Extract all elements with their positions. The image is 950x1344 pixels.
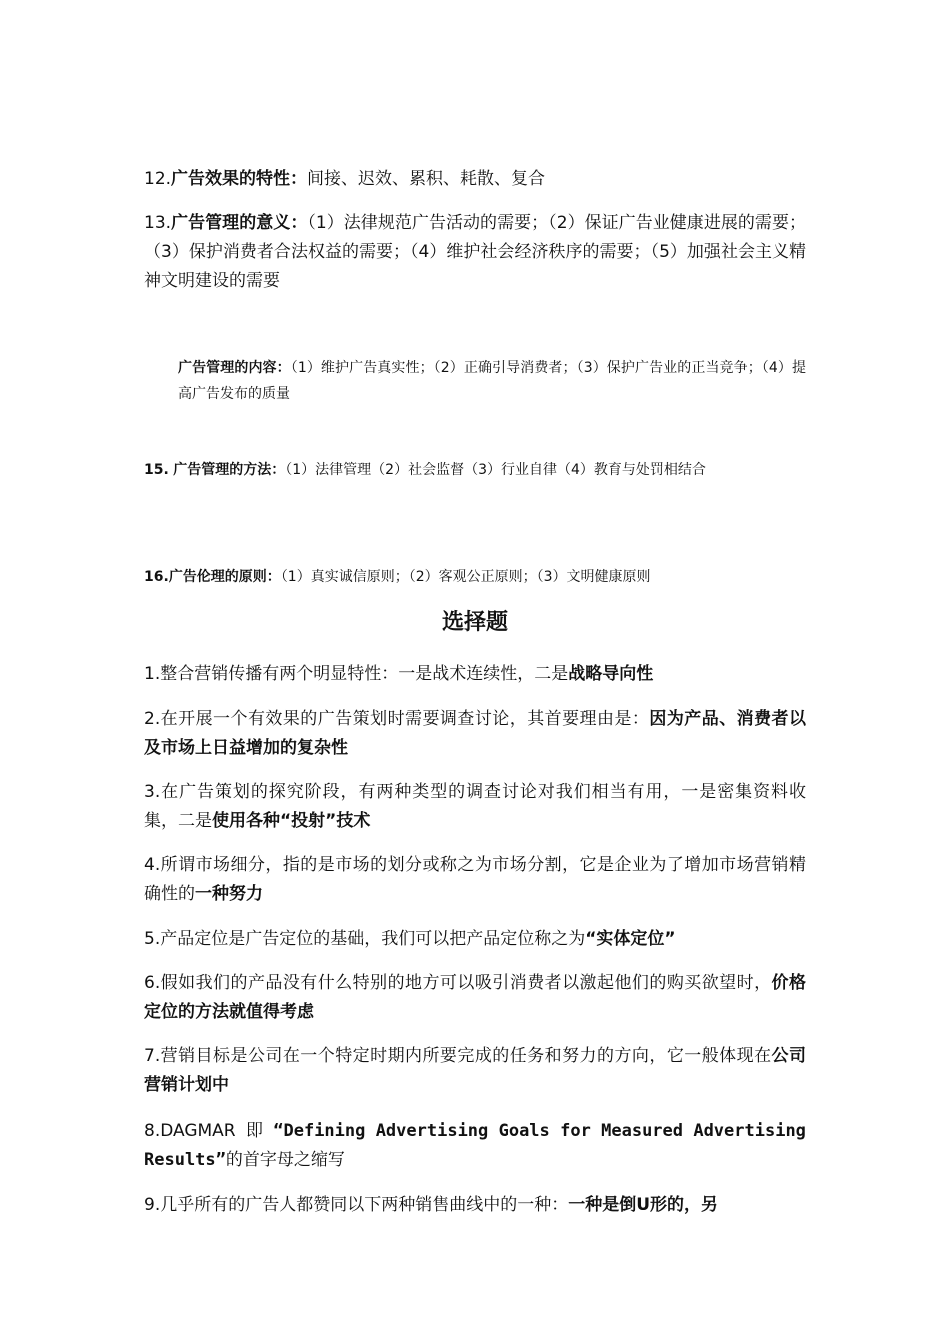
note-colon: ： xyxy=(290,169,308,189)
question-8-line-1 xyxy=(144,1117,806,1146)
question-answer: “实体定位” xyxy=(585,929,676,949)
question-answer-word: “Defining xyxy=(273,1121,366,1141)
question-text: 即 xyxy=(245,1121,263,1141)
question-8-line-2 xyxy=(144,1146,806,1175)
question-text: 5.产品定位是广告定位的基础，我们可以把产品定位称之为 xyxy=(144,929,586,949)
question-7 xyxy=(144,1042,806,1100)
item-number: 16. xyxy=(144,569,169,585)
note-label: 广告管理的意义： xyxy=(171,213,308,233)
question-answer: 因为产品、消费者以及市场上日益增加的复杂性 xyxy=(144,709,807,758)
note-text: （1）法律管理（2）社会监督（3）行业自律（4）教育与处罚相结合 xyxy=(285,462,706,478)
note-15 xyxy=(144,457,806,483)
question-answer: 使用各种“投射”技术 xyxy=(212,811,371,831)
section-title: 选择题 xyxy=(441,609,508,635)
question-answer-word: for xyxy=(560,1121,591,1141)
question-answer: 战略导向性 xyxy=(568,664,654,684)
question-text: 1.整合营销传播有两个明显特性：一是战术连续性，二是 xyxy=(144,664,569,684)
question-answer: 公司营销计划中 xyxy=(144,1046,807,1095)
question-2 xyxy=(144,705,806,763)
question-1 xyxy=(144,660,806,689)
question-text: 7.营销目标是公司在一个特定时期内所要完成的任务和努力的方向，它一般体现在 xyxy=(144,1046,772,1066)
question-5 xyxy=(144,925,806,954)
note-12 xyxy=(144,165,806,194)
question-3 xyxy=(144,778,806,836)
note-13 xyxy=(144,209,806,296)
question-9 xyxy=(144,1191,806,1220)
item-number: 13. xyxy=(144,213,172,233)
note-text: （1）法律规范广告活动的需要；（2）保证广告业健康进展的需要；（3）保护消费者合法权益的需要；（4）维护社会经济秩序的需要；（5）加强社会主义精神文明建设的需要 xyxy=(144,213,806,291)
question-4 xyxy=(144,851,806,909)
note-label: 广告伦理的原则： xyxy=(168,569,281,585)
question-8 xyxy=(144,1117,806,1175)
question-answer-word: Advertising xyxy=(693,1121,806,1141)
question-answer: 价格定位的方法就值得考虑 xyxy=(144,973,807,1022)
note-text: （1）真实诚信原则；（2）客观公正原则；（3）文明健康原则 xyxy=(280,569,651,585)
note-text: （1）维护广告真实性；（2）正确引导消费者；（3）保护广告业的正当竞争；（4）提高广告发布的质量 xyxy=(178,360,806,402)
item-number: 12. xyxy=(144,169,172,189)
question-answer: 一种努力 xyxy=(195,884,263,904)
question-text: 3.在广告策划的探究阶段，有两种类型的调查讨论对我们相当有用，一是密集资料收集，二是 xyxy=(144,782,806,831)
question-answer-word: Results” xyxy=(144,1150,226,1170)
note-16 xyxy=(144,564,806,590)
question-text: 的首字母之缩写 xyxy=(225,1150,345,1170)
note-label: 广告效果的特性 xyxy=(171,169,291,189)
question-text: 2.在开展一个有效果的广告策划时需要调查讨论，其首要理由是： xyxy=(144,709,650,729)
note-text: 间接、迟效、累积、耗散、复合 xyxy=(307,169,546,189)
question-answer-word: Advertising xyxy=(375,1121,489,1141)
question-text: 6.假如我们的产品没有什么特别的地方可以吸引消费者以激起他们的购买欲望时， xyxy=(144,973,772,993)
note-14 xyxy=(144,355,806,407)
question-text: 8.DAGMAR xyxy=(144,1121,236,1141)
question-6 xyxy=(144,969,806,1027)
question-answer-word: Goals xyxy=(498,1121,550,1141)
question-answer: 一种是倒U形的，另 xyxy=(568,1195,719,1215)
note-label: 广告管理的内容： xyxy=(178,360,291,376)
question-text: 9.几乎所有的广告人都赞同以下两种销售曲线中的一种： xyxy=(144,1195,569,1215)
question-text: 4.所谓市场细分，指的是市场的划分或称之为市场分割，它是企业为了增加市场营销精确性的 xyxy=(144,855,806,904)
item-number: 15. xyxy=(144,462,169,478)
note-label: 广告管理的方法： xyxy=(173,462,286,478)
question-answer-word: Measured xyxy=(601,1121,684,1141)
